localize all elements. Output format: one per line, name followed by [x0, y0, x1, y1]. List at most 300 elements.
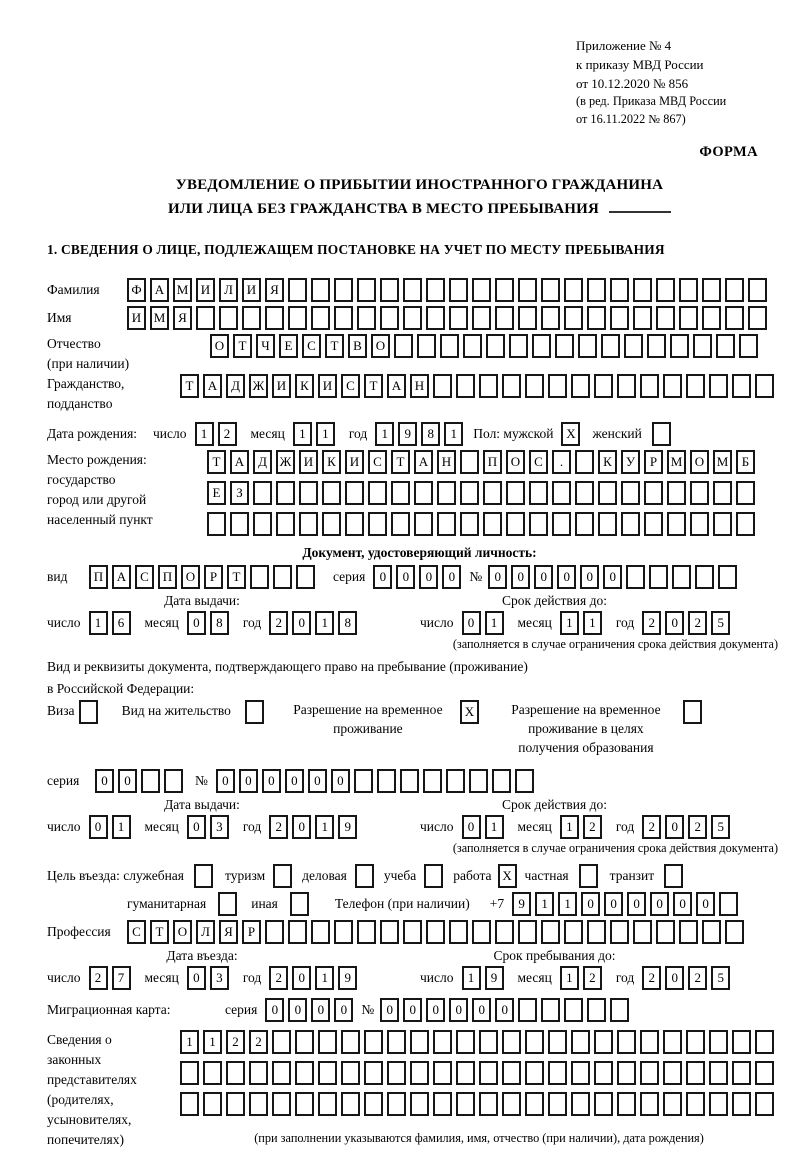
- char-cell-empty[interactable]: [479, 1092, 498, 1116]
- char-cell-empty[interactable]: [433, 1061, 452, 1085]
- char-cell-empty[interactable]: [230, 512, 249, 536]
- char-cell-filled[interactable]: К: [598, 450, 617, 474]
- char-cell-filled[interactable]: 0: [265, 998, 284, 1022]
- char-cell-empty[interactable]: [670, 334, 689, 358]
- char-cell-empty[interactable]: [587, 278, 606, 302]
- char-cell-empty[interactable]: [598, 512, 617, 536]
- char-cell-filled[interactable]: 0: [187, 815, 206, 839]
- char-cell-empty[interactable]: [387, 1030, 406, 1054]
- char-cell-empty[interactable]: [709, 1092, 728, 1116]
- char-cell-filled[interactable]: А: [112, 565, 131, 589]
- char-cell-empty[interactable]: [640, 1061, 659, 1085]
- char-cell-filled[interactable]: А: [387, 374, 406, 398]
- char-cell-filled[interactable]: У: [621, 450, 640, 474]
- char-cell-empty[interactable]: [345, 481, 364, 505]
- char-cell-empty[interactable]: [633, 278, 652, 302]
- char-cell-empty[interactable]: [663, 1030, 682, 1054]
- char-cell-empty[interactable]: [571, 374, 590, 398]
- char-cell-filled[interactable]: 0: [511, 565, 530, 589]
- char-cell-empty[interactable]: [548, 374, 567, 398]
- char-cell-empty[interactable]: [647, 334, 666, 358]
- char-cell-empty[interactable]: [679, 278, 698, 302]
- char-cell-filled[interactable]: 1: [180, 1030, 199, 1054]
- char-cell-filled[interactable]: И: [272, 374, 291, 398]
- char-cell-filled[interactable]: Е: [279, 334, 298, 358]
- char-cell-empty[interactable]: [709, 1061, 728, 1085]
- char-cell-empty[interactable]: [253, 481, 272, 505]
- char-cell-filled[interactable]: Ж: [249, 374, 268, 398]
- char-cell-empty[interactable]: [426, 278, 445, 302]
- char-cell-filled[interactable]: 1: [316, 422, 335, 446]
- char-cell-empty[interactable]: [423, 769, 442, 793]
- char-cell-empty[interactable]: [640, 374, 659, 398]
- char-cell-empty[interactable]: [732, 1030, 751, 1054]
- char-cell-filled[interactable]: Е: [207, 481, 226, 505]
- char-cell-empty[interactable]: [502, 374, 521, 398]
- char-cell-filled[interactable]: 2: [226, 1030, 245, 1054]
- char-cell-filled[interactable]: О: [210, 334, 229, 358]
- char-cell-filled[interactable]: Л: [196, 920, 215, 944]
- char-cell-empty[interactable]: [387, 1092, 406, 1116]
- char-cell-empty[interactable]: [410, 1092, 429, 1116]
- char-cell-filled[interactable]: 0: [334, 998, 353, 1022]
- char-cell-empty[interactable]: [525, 1092, 544, 1116]
- char-cell-empty[interactable]: [276, 481, 295, 505]
- char-cell-filled[interactable]: М: [150, 306, 169, 330]
- char-cell-empty[interactable]: [736, 512, 755, 536]
- char-cell-empty[interactable]: [463, 334, 482, 358]
- char-cell-filled[interactable]: 2: [688, 966, 707, 990]
- char-cell-filled[interactable]: 1: [375, 422, 394, 446]
- char-cell-empty[interactable]: [203, 1092, 222, 1116]
- char-cell-empty[interactable]: [334, 306, 353, 330]
- char-cell-empty[interactable]: [564, 278, 583, 302]
- char-cell-empty[interactable]: [656, 920, 675, 944]
- char-cell-filled[interactable]: 1: [558, 892, 577, 916]
- char-cell-filled[interactable]: Н: [410, 374, 429, 398]
- char-cell-filled[interactable]: Б: [736, 450, 755, 474]
- char-cell-filled[interactable]: Н: [437, 450, 456, 474]
- char-cell-empty[interactable]: [141, 769, 160, 793]
- char-cell-filled[interactable]: 0: [488, 565, 507, 589]
- char-cell-empty[interactable]: [598, 481, 617, 505]
- char-cell-filled[interactable]: Ж: [276, 450, 295, 474]
- char-cell-filled[interactable]: X: [561, 422, 580, 446]
- char-cell-empty[interactable]: [690, 512, 709, 536]
- char-cell-empty[interactable]: [380, 920, 399, 944]
- char-cell-filled[interactable]: 1: [89, 611, 108, 635]
- char-cell-filled[interactable]: 2: [269, 611, 288, 635]
- char-cell-empty[interactable]: [509, 334, 528, 358]
- char-cell-filled[interactable]: З: [230, 481, 249, 505]
- char-cell-filled[interactable]: 5: [711, 966, 730, 990]
- char-cell-empty[interactable]: [334, 278, 353, 302]
- char-cell-empty[interactable]: [196, 306, 215, 330]
- char-cell-empty[interactable]: [472, 306, 491, 330]
- char-cell-empty[interactable]: [354, 769, 373, 793]
- char-cell-empty[interactable]: [506, 512, 525, 536]
- char-cell-empty[interactable]: [456, 1061, 475, 1085]
- char-cell-filled[interactable]: 1: [485, 611, 504, 635]
- char-cell-filled[interactable]: И: [242, 278, 261, 302]
- char-cell-empty[interactable]: [617, 1061, 636, 1085]
- char-cell-filled[interactable]: С: [529, 450, 548, 474]
- char-cell-empty[interactable]: [755, 374, 774, 398]
- char-cell-filled[interactable]: О: [181, 565, 200, 589]
- char-cell-empty[interactable]: [437, 512, 456, 536]
- char-cell-filled[interactable]: 9: [512, 892, 531, 916]
- char-cell-empty[interactable]: [755, 1030, 774, 1054]
- char-cell-empty[interactable]: [456, 1092, 475, 1116]
- char-cell-empty[interactable]: [194, 864, 213, 888]
- char-cell-empty[interactable]: [686, 1030, 705, 1054]
- char-cell-empty[interactable]: [571, 1030, 590, 1054]
- char-cell-empty[interactable]: [203, 1061, 222, 1085]
- char-cell-empty[interactable]: [380, 278, 399, 302]
- char-cell-empty[interactable]: [311, 306, 330, 330]
- char-cell-empty[interactable]: [525, 1061, 544, 1085]
- char-cell-empty[interactable]: [529, 481, 548, 505]
- char-cell-empty[interactable]: [686, 1092, 705, 1116]
- char-cell-empty[interactable]: [686, 1061, 705, 1085]
- char-cell-filled[interactable]: 9: [398, 422, 417, 446]
- char-cell-empty[interactable]: [529, 512, 548, 536]
- char-cell-empty[interactable]: [739, 334, 758, 358]
- char-cell-empty[interactable]: [456, 374, 475, 398]
- char-cell-empty[interactable]: [400, 769, 419, 793]
- char-cell-empty[interactable]: [594, 1061, 613, 1085]
- char-cell-filled[interactable]: С: [127, 920, 146, 944]
- char-cell-filled[interactable]: Д: [226, 374, 245, 398]
- char-cell-empty[interactable]: [679, 306, 698, 330]
- char-cell-filled[interactable]: 9: [338, 815, 357, 839]
- char-cell-empty[interactable]: [702, 278, 721, 302]
- char-cell-empty[interactable]: [571, 1092, 590, 1116]
- char-cell-filled[interactable]: А: [414, 450, 433, 474]
- char-cell-empty[interactable]: [250, 565, 269, 589]
- char-cell-empty[interactable]: [664, 864, 683, 888]
- char-cell-empty[interactable]: [713, 481, 732, 505]
- char-cell-filled[interactable]: 2: [583, 815, 602, 839]
- char-cell-empty[interactable]: [624, 334, 643, 358]
- char-cell-filled[interactable]: 2: [269, 966, 288, 990]
- char-cell-filled[interactable]: Ф: [127, 278, 146, 302]
- char-cell-empty[interactable]: [433, 1092, 452, 1116]
- char-cell-empty[interactable]: [424, 864, 443, 888]
- char-cell-filled[interactable]: Т: [364, 374, 383, 398]
- char-cell-empty[interactable]: [644, 512, 663, 536]
- char-cell-filled[interactable]: 0: [449, 998, 468, 1022]
- char-cell-filled[interactable]: 2: [583, 966, 602, 990]
- char-cell-empty[interactable]: [548, 1092, 567, 1116]
- char-cell-empty[interactable]: [748, 306, 767, 330]
- char-cell-empty[interactable]: [341, 1061, 360, 1085]
- char-cell-empty[interactable]: [656, 278, 675, 302]
- char-cell-empty[interactable]: [621, 512, 640, 536]
- char-cell-filled[interactable]: 2: [688, 611, 707, 635]
- char-cell-empty[interactable]: [449, 306, 468, 330]
- char-cell-empty[interactable]: [555, 334, 574, 358]
- char-cell-filled[interactable]: 8: [210, 611, 229, 635]
- char-cell-empty[interactable]: [486, 334, 505, 358]
- char-cell-empty[interactable]: [437, 481, 456, 505]
- char-cell-empty[interactable]: [355, 864, 374, 888]
- char-cell-empty[interactable]: [594, 374, 613, 398]
- char-cell-empty[interactable]: [548, 1061, 567, 1085]
- char-cell-filled[interactable]: X: [498, 864, 517, 888]
- char-cell-filled[interactable]: С: [302, 334, 321, 358]
- char-cell-empty[interactable]: [732, 374, 751, 398]
- char-cell-empty[interactable]: [426, 306, 445, 330]
- char-cell-empty[interactable]: [273, 864, 292, 888]
- char-cell-filled[interactable]: 0: [95, 769, 114, 793]
- char-cell-empty[interactable]: [357, 920, 376, 944]
- char-cell-filled[interactable]: 0: [580, 565, 599, 589]
- char-cell-empty[interactable]: [364, 1092, 383, 1116]
- char-cell-empty[interactable]: [610, 278, 629, 302]
- char-cell-filled[interactable]: 2: [642, 611, 661, 635]
- char-cell-empty[interactable]: [713, 512, 732, 536]
- char-cell-empty[interactable]: [495, 920, 514, 944]
- char-cell-filled[interactable]: 5: [711, 611, 730, 635]
- char-cell-filled[interactable]: 2: [89, 966, 108, 990]
- char-cell-filled[interactable]: 0: [292, 966, 311, 990]
- char-cell-filled[interactable]: 0: [462, 611, 481, 635]
- char-cell-filled[interactable]: 1: [560, 815, 579, 839]
- char-cell-empty[interactable]: [709, 1030, 728, 1054]
- char-cell-empty[interactable]: [460, 481, 479, 505]
- char-cell-empty[interactable]: [460, 512, 479, 536]
- char-cell-filled[interactable]: 0: [331, 769, 350, 793]
- char-cell-filled[interactable]: Т: [325, 334, 344, 358]
- char-cell-empty[interactable]: [479, 1030, 498, 1054]
- char-cell-empty[interactable]: [479, 374, 498, 398]
- char-cell-empty[interactable]: [575, 481, 594, 505]
- char-cell-filled[interactable]: 9: [485, 966, 504, 990]
- char-cell-filled[interactable]: 0: [442, 565, 461, 589]
- char-cell-filled[interactable]: М: [667, 450, 686, 474]
- char-cell-empty[interactable]: [245, 700, 264, 724]
- char-cell-filled[interactable]: Я: [265, 278, 284, 302]
- char-cell-filled[interactable]: Т: [391, 450, 410, 474]
- char-cell-empty[interactable]: [633, 920, 652, 944]
- char-cell-empty[interactable]: [272, 1092, 291, 1116]
- char-cell-filled[interactable]: О: [690, 450, 709, 474]
- char-cell-empty[interactable]: [719, 892, 738, 916]
- char-cell-empty[interactable]: [479, 1061, 498, 1085]
- char-cell-empty[interactable]: [579, 864, 598, 888]
- char-cell-empty[interactable]: [410, 1030, 429, 1054]
- char-cell-filled[interactable]: А: [203, 374, 222, 398]
- char-cell-empty[interactable]: [541, 920, 560, 944]
- char-cell-filled[interactable]: И: [318, 374, 337, 398]
- char-cell-filled[interactable]: 0: [495, 998, 514, 1022]
- char-cell-filled[interactable]: 0: [581, 892, 600, 916]
- char-cell-empty[interactable]: [672, 565, 691, 589]
- char-cell-empty[interactable]: [495, 306, 514, 330]
- char-cell-filled[interactable]: П: [483, 450, 502, 474]
- char-cell-empty[interactable]: [644, 481, 663, 505]
- char-cell-empty[interactable]: [732, 1092, 751, 1116]
- char-cell-filled[interactable]: Т: [207, 450, 226, 474]
- char-cell-filled[interactable]: И: [299, 450, 318, 474]
- char-cell-empty[interactable]: [403, 920, 422, 944]
- char-cell-filled[interactable]: 0: [396, 565, 415, 589]
- char-cell-empty[interactable]: [525, 374, 544, 398]
- char-cell-filled[interactable]: 9: [338, 966, 357, 990]
- char-cell-empty[interactable]: [518, 920, 537, 944]
- char-cell-filled[interactable]: И: [196, 278, 215, 302]
- char-cell-filled[interactable]: 8: [421, 422, 440, 446]
- char-cell-empty[interactable]: [755, 1092, 774, 1116]
- char-cell-filled[interactable]: 0: [308, 769, 327, 793]
- char-cell-empty[interactable]: [587, 306, 606, 330]
- char-cell-empty[interactable]: [610, 998, 629, 1022]
- char-cell-empty[interactable]: [667, 512, 686, 536]
- char-cell-empty[interactable]: [502, 1061, 521, 1085]
- char-cell-empty[interactable]: [626, 565, 645, 589]
- char-cell-empty[interactable]: [518, 306, 537, 330]
- char-cell-empty[interactable]: [502, 1030, 521, 1054]
- char-cell-empty[interactable]: [449, 278, 468, 302]
- char-cell-empty[interactable]: [318, 1030, 337, 1054]
- char-cell-filled[interactable]: П: [89, 565, 108, 589]
- char-cell-filled[interactable]: Я: [173, 306, 192, 330]
- char-cell-empty[interactable]: [334, 920, 353, 944]
- char-cell-empty[interactable]: [518, 278, 537, 302]
- char-cell-filled[interactable]: 0: [288, 998, 307, 1022]
- char-cell-filled[interactable]: П: [158, 565, 177, 589]
- char-cell-filled[interactable]: О: [506, 450, 525, 474]
- char-cell-empty[interactable]: [207, 512, 226, 536]
- char-cell-filled[interactable]: Т: [227, 565, 246, 589]
- char-cell-empty[interactable]: [541, 278, 560, 302]
- char-cell-filled[interactable]: 5: [711, 815, 730, 839]
- char-cell-filled[interactable]: 1: [535, 892, 554, 916]
- char-cell-empty[interactable]: [564, 998, 583, 1022]
- char-cell-filled[interactable]: 1: [112, 815, 131, 839]
- char-cell-empty[interactable]: [299, 481, 318, 505]
- char-cell-empty[interactable]: [357, 278, 376, 302]
- char-cell-empty[interactable]: [587, 920, 606, 944]
- char-cell-filled[interactable]: 2: [249, 1030, 268, 1054]
- char-cell-filled[interactable]: Я: [219, 920, 238, 944]
- char-cell-filled[interactable]: 0: [118, 769, 137, 793]
- char-cell-empty[interactable]: [288, 278, 307, 302]
- char-cell-empty[interactable]: [617, 1092, 636, 1116]
- char-cell-filled[interactable]: Ч: [256, 334, 275, 358]
- char-cell-empty[interactable]: [249, 1061, 268, 1085]
- char-cell-empty[interactable]: [617, 374, 636, 398]
- char-cell-filled[interactable]: Р: [204, 565, 223, 589]
- char-cell-filled[interactable]: 1: [293, 422, 312, 446]
- char-cell-empty[interactable]: [288, 306, 307, 330]
- char-cell-empty[interactable]: [492, 769, 511, 793]
- char-cell-empty[interactable]: [440, 334, 459, 358]
- char-cell-filled[interactable]: 1: [444, 422, 463, 446]
- char-cell-empty[interactable]: [506, 481, 525, 505]
- char-cell-empty[interactable]: [472, 920, 491, 944]
- char-cell-filled[interactable]: Л: [219, 278, 238, 302]
- char-cell-filled[interactable]: 0: [89, 815, 108, 839]
- char-cell-empty[interactable]: [345, 512, 364, 536]
- char-cell-filled[interactable]: К: [295, 374, 314, 398]
- char-cell-filled[interactable]: 0: [650, 892, 669, 916]
- char-cell-empty[interactable]: [652, 422, 671, 446]
- char-cell-filled[interactable]: 2: [269, 815, 288, 839]
- char-cell-filled[interactable]: 0: [665, 966, 684, 990]
- char-cell-filled[interactable]: 0: [419, 565, 438, 589]
- char-cell-empty[interactable]: [667, 481, 686, 505]
- char-cell-filled[interactable]: 0: [426, 998, 445, 1022]
- char-cell-filled[interactable]: 0: [311, 998, 330, 1022]
- char-cell-empty[interactable]: [341, 1030, 360, 1054]
- char-cell-filled[interactable]: 1: [315, 815, 334, 839]
- char-cell-empty[interactable]: [663, 374, 682, 398]
- char-cell-empty[interactable]: [456, 1030, 475, 1054]
- char-cell-filled[interactable]: 2: [642, 815, 661, 839]
- char-cell-empty[interactable]: [483, 481, 502, 505]
- char-cell-empty[interactable]: [663, 1061, 682, 1085]
- char-cell-empty[interactable]: [725, 278, 744, 302]
- char-cell-filled[interactable]: 7: [112, 966, 131, 990]
- char-cell-empty[interactable]: [679, 920, 698, 944]
- char-cell-filled[interactable]: С: [135, 565, 154, 589]
- char-cell-empty[interactable]: [571, 1061, 590, 1085]
- char-cell-empty[interactable]: [295, 1030, 314, 1054]
- char-cell-empty[interactable]: [518, 998, 537, 1022]
- char-cell-empty[interactable]: [564, 920, 583, 944]
- char-cell-empty[interactable]: [403, 278, 422, 302]
- char-cell-empty[interactable]: [322, 481, 341, 505]
- char-cell-filled[interactable]: 2: [218, 422, 237, 446]
- char-cell-filled[interactable]: Т: [233, 334, 252, 358]
- char-cell-filled[interactable]: 0: [292, 815, 311, 839]
- char-cell-empty[interactable]: [219, 306, 238, 330]
- char-cell-empty[interactable]: [368, 481, 387, 505]
- char-cell-empty[interactable]: [433, 374, 452, 398]
- char-cell-empty[interactable]: [446, 769, 465, 793]
- char-cell-empty[interactable]: [296, 565, 315, 589]
- char-cell-empty[interactable]: [748, 278, 767, 302]
- char-cell-filled[interactable]: 0: [216, 769, 235, 793]
- char-cell-empty[interactable]: [295, 1092, 314, 1116]
- char-cell-filled[interactable]: 0: [665, 815, 684, 839]
- char-cell-empty[interactable]: [318, 1061, 337, 1085]
- char-cell-empty[interactable]: [391, 481, 410, 505]
- char-cell-filled[interactable]: .: [552, 450, 571, 474]
- char-cell-empty[interactable]: [532, 334, 551, 358]
- char-cell-empty[interactable]: [594, 1092, 613, 1116]
- char-cell-empty[interactable]: [683, 700, 702, 724]
- char-cell-empty[interactable]: [548, 1030, 567, 1054]
- char-cell-filled[interactable]: 6: [112, 611, 131, 635]
- char-cell-empty[interactable]: [226, 1092, 245, 1116]
- char-cell-filled[interactable]: М: [713, 450, 732, 474]
- char-cell-filled[interactable]: К: [322, 450, 341, 474]
- char-cell-empty[interactable]: [242, 306, 261, 330]
- char-cell-empty[interactable]: [640, 1030, 659, 1054]
- char-cell-empty[interactable]: [472, 278, 491, 302]
- char-cell-empty[interactable]: [702, 306, 721, 330]
- char-cell-empty[interactable]: [552, 512, 571, 536]
- char-cell-filled[interactable]: 3: [210, 966, 229, 990]
- char-cell-filled[interactable]: 0: [187, 611, 206, 635]
- char-cell-empty[interactable]: [387, 1061, 406, 1085]
- char-cell-filled[interactable]: 0: [285, 769, 304, 793]
- char-cell-filled[interactable]: Т: [150, 920, 169, 944]
- char-cell-empty[interactable]: [755, 1061, 774, 1085]
